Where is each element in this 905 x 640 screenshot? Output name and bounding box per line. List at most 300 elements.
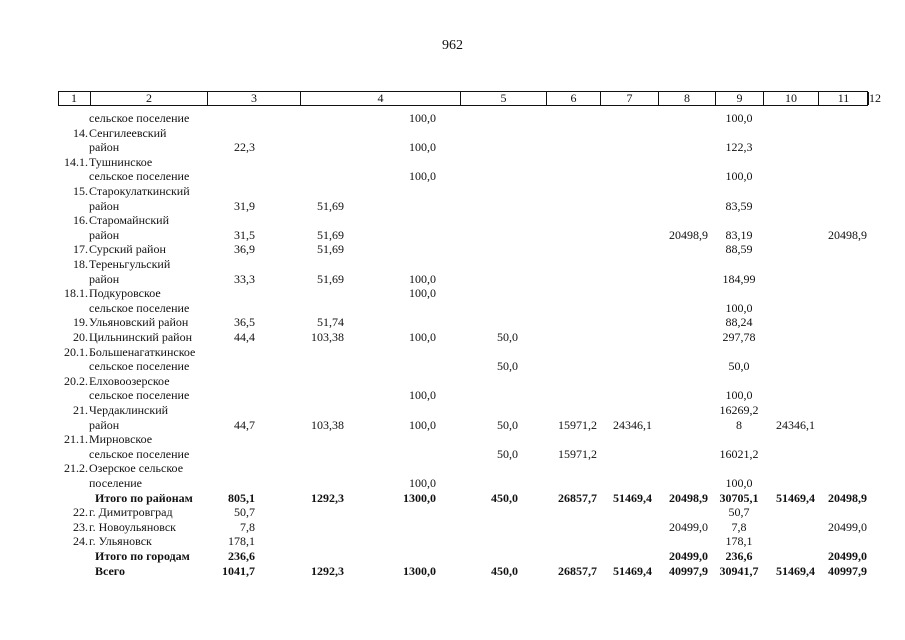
cell-c6 xyxy=(470,257,518,272)
cell-c12 xyxy=(815,155,867,170)
row-name: сельское поселение xyxy=(89,388,190,403)
cell-c11 xyxy=(765,432,815,447)
table-row xyxy=(0,301,905,316)
row-number: 23. xyxy=(73,519,88,534)
cell-c3 xyxy=(200,169,255,184)
cell-c4 xyxy=(290,111,344,126)
cell-c12 xyxy=(815,359,867,374)
row-number xyxy=(50,564,88,579)
cell-c8 xyxy=(605,520,652,535)
cell-c3 xyxy=(200,432,255,447)
row-name: Сенгилеевский xyxy=(89,125,167,140)
cell-c11 xyxy=(765,505,815,520)
cell-c11 xyxy=(765,184,815,199)
header-col-label: 12 xyxy=(869,91,881,105)
row-number: 17. xyxy=(73,242,88,257)
cell-c8 xyxy=(605,286,652,301)
cell-c7: 26857,7 xyxy=(558,563,597,578)
table-row xyxy=(0,564,905,579)
cell-c12 xyxy=(815,345,867,360)
cell-c7 xyxy=(540,155,597,170)
cell-c12: 20499,0 xyxy=(828,519,867,534)
cell-c8 xyxy=(605,199,652,214)
cell-c10 xyxy=(714,432,764,447)
cell-c12 xyxy=(815,461,867,476)
header-col-label: 4 xyxy=(377,91,384,105)
cell-c12 xyxy=(815,199,867,214)
table-row xyxy=(0,315,905,330)
cell-c11 xyxy=(765,169,815,184)
cell-c12 xyxy=(815,432,867,447)
cell-c3 xyxy=(200,257,255,272)
header-col-label: 1 xyxy=(71,91,77,105)
cell-c5: 100,0 xyxy=(409,140,436,155)
cell-c9 xyxy=(658,199,708,214)
table-row xyxy=(0,169,905,184)
cell-c10: 88,24 xyxy=(725,315,753,330)
row-name: Итого по районам xyxy=(95,490,193,505)
cell-c4 xyxy=(290,374,344,389)
cell-c12 xyxy=(815,242,867,257)
table-row xyxy=(0,476,905,491)
cell-c11 xyxy=(765,359,815,374)
table-row xyxy=(0,403,905,418)
cell-c9 xyxy=(658,111,708,126)
cell-c8 xyxy=(605,388,652,403)
cell-c9: 40997,9 xyxy=(669,563,708,578)
cell-c3 xyxy=(200,359,255,374)
table-row xyxy=(0,184,905,199)
cell-c9 xyxy=(658,374,708,389)
cell-c9 xyxy=(658,534,708,549)
cell-c6 xyxy=(470,461,518,476)
cell-c9 xyxy=(658,432,708,447)
cell-c7 xyxy=(540,345,597,360)
cell-c4 xyxy=(290,169,344,184)
cell-c11 xyxy=(765,126,815,141)
cell-c4 xyxy=(290,403,344,418)
cell-c3: 36,9 xyxy=(234,242,255,257)
cell-c3 xyxy=(200,286,255,301)
row-number: 21.2. xyxy=(64,461,88,476)
cell-c9 xyxy=(658,301,708,316)
row-number: 15. xyxy=(73,184,88,198)
header-col-3 xyxy=(207,92,300,105)
cell-c5: 100,0 xyxy=(409,169,436,184)
header-col-2 xyxy=(90,92,207,105)
header-col-5 xyxy=(460,92,546,105)
cell-c3: 44,4 xyxy=(234,330,255,344)
cell-c11 xyxy=(765,345,815,360)
cell-c11 xyxy=(765,242,815,257)
cell-c8 xyxy=(605,315,652,330)
row-name: район xyxy=(89,417,120,432)
row-name: поселение xyxy=(89,476,143,490)
row-name: сельское поселение xyxy=(89,111,190,125)
cell-c4 xyxy=(290,476,344,491)
cell-c8 xyxy=(605,257,652,272)
cell-c3: 22,3 xyxy=(234,140,255,155)
cell-c4: 1292,3 xyxy=(311,563,344,578)
cell-c7 xyxy=(540,242,597,257)
row-number xyxy=(50,301,88,316)
row-number: 20.1. xyxy=(64,344,88,359)
row-number xyxy=(50,359,88,374)
cell-c3 xyxy=(200,476,255,491)
cell-c12 xyxy=(815,169,867,184)
cell-c8 xyxy=(605,476,652,491)
cell-c10 xyxy=(714,126,764,141)
cell-c4 xyxy=(290,140,344,155)
table-row xyxy=(0,491,905,506)
cell-c8 xyxy=(605,403,652,418)
cell-c12 xyxy=(815,534,867,549)
cell-c7 xyxy=(540,184,597,199)
cell-c6 xyxy=(470,140,518,155)
cell-c9 xyxy=(658,286,708,301)
cell-c6 xyxy=(470,286,518,301)
cell-c7 xyxy=(540,286,597,301)
cell-c6: 50,0 xyxy=(497,359,518,374)
cell-c11 xyxy=(765,155,815,170)
cell-c4: 51,69 xyxy=(317,271,344,286)
table-row xyxy=(0,242,905,257)
table-row xyxy=(0,228,905,243)
cell-c12 xyxy=(815,476,867,491)
cell-c10 xyxy=(714,257,764,272)
cell-c11 xyxy=(765,111,815,126)
cell-c6: 450,0 xyxy=(491,563,518,578)
cell-c10: 83,59 xyxy=(725,198,753,213)
cell-c4: 1292,3 xyxy=(311,490,344,505)
cell-c6 xyxy=(470,374,518,389)
cell-c12 xyxy=(815,111,867,126)
cell-c4 xyxy=(290,505,344,520)
cell-c7 xyxy=(540,403,597,418)
cell-c12 xyxy=(815,272,867,287)
header-col-label: 5 xyxy=(500,91,507,105)
row-name: сельское поселение xyxy=(89,446,190,461)
table-row xyxy=(0,359,905,374)
cell-c10: 122,3 xyxy=(725,140,753,155)
cell-c7 xyxy=(540,388,597,403)
cell-c5 xyxy=(380,505,436,520)
cell-c9: 20499,0 xyxy=(669,519,708,534)
cell-c11 xyxy=(765,257,815,272)
cell-c9 xyxy=(658,505,708,520)
cell-c12 xyxy=(815,418,867,433)
cell-c9 xyxy=(658,169,708,184)
cell-c7 xyxy=(540,549,597,564)
row-number xyxy=(50,549,88,564)
cell-c6 xyxy=(470,432,518,447)
cell-c4 xyxy=(290,257,344,272)
cell-c11: 51469,4 xyxy=(776,490,815,505)
cell-c7 xyxy=(540,330,597,345)
cell-c5 xyxy=(380,301,436,316)
row-number: 21. xyxy=(73,403,88,417)
cell-c4 xyxy=(290,213,344,228)
row-number xyxy=(50,199,88,214)
cell-c10: 30705,1 xyxy=(719,490,759,505)
cell-c11 xyxy=(765,315,815,330)
cell-c6: 50,0 xyxy=(497,330,518,344)
cell-c5: 100,0 xyxy=(409,271,436,286)
cell-c10: 236,6 xyxy=(725,549,753,563)
cell-c9 xyxy=(658,447,708,462)
cell-c10: 50,7 xyxy=(728,505,750,520)
header-col-label: 10 xyxy=(785,91,797,105)
cell-c11 xyxy=(765,301,815,316)
table-header xyxy=(58,91,881,106)
table-row xyxy=(0,213,905,228)
row-name: г. Димитровград xyxy=(89,505,173,520)
cell-c5 xyxy=(380,447,436,462)
table-row xyxy=(0,286,905,301)
cell-c12 xyxy=(815,447,867,462)
cell-c10: 88,59 xyxy=(725,242,753,257)
cell-c5 xyxy=(380,549,436,564)
table-row xyxy=(0,520,905,535)
row-number: 24. xyxy=(73,534,88,549)
cell-c5: 100,0 xyxy=(409,286,436,301)
cell-c6 xyxy=(470,169,518,184)
row-number: 18.1. xyxy=(64,286,88,301)
cell-c11 xyxy=(765,330,815,345)
header-col-8 xyxy=(658,92,715,105)
row-number xyxy=(50,228,88,243)
cell-c6: 50,0 xyxy=(497,417,518,432)
cell-c8 xyxy=(605,301,652,316)
cell-c7 xyxy=(540,126,597,141)
cell-c12 xyxy=(815,374,867,389)
cell-c4 xyxy=(290,184,344,199)
cell-c3: 31,5 xyxy=(234,227,255,242)
cell-c10: 100,0 xyxy=(725,476,753,490)
cell-c3 xyxy=(200,111,255,126)
row-name: район xyxy=(89,271,120,286)
cell-c5 xyxy=(380,359,436,374)
cell-c5: 100,0 xyxy=(409,388,436,403)
table-row xyxy=(0,345,905,360)
table-row xyxy=(0,549,905,564)
cell-c9 xyxy=(658,213,708,228)
cell-c7 xyxy=(540,520,597,535)
cell-c9 xyxy=(658,403,708,418)
cell-c8 xyxy=(605,447,652,462)
cell-c4 xyxy=(290,461,344,476)
cell-c10: 16269,2 xyxy=(719,403,759,417)
cell-c8 xyxy=(605,461,652,476)
header-col-7 xyxy=(600,92,658,105)
cell-c6 xyxy=(470,242,518,257)
table-row xyxy=(0,534,905,549)
row-name: Елховоозерское xyxy=(89,373,170,388)
row-number: 14. xyxy=(73,125,88,140)
row-name: Озерское сельское xyxy=(89,461,184,476)
row-name: Старокулаткинский xyxy=(89,184,190,198)
row-name: Тушнинское xyxy=(89,154,153,169)
table-row xyxy=(0,199,905,214)
cell-c6 xyxy=(470,213,518,228)
cell-c6 xyxy=(470,520,518,535)
cell-c9 xyxy=(658,315,708,330)
cell-c5 xyxy=(380,315,436,330)
cell-c3 xyxy=(200,155,255,170)
row-number: 18. xyxy=(73,257,88,271)
cell-c3: 44,7 xyxy=(234,417,255,432)
cell-c10: 7,8 xyxy=(731,519,747,534)
cell-c7 xyxy=(540,111,597,126)
cell-c10 xyxy=(714,286,764,301)
row-number xyxy=(50,418,88,433)
cell-c10: 100,0 xyxy=(725,169,753,184)
page-number: 962 xyxy=(442,38,463,53)
row-number xyxy=(50,447,88,462)
cell-c6 xyxy=(470,315,518,330)
cell-c5 xyxy=(380,213,436,228)
cell-c11 xyxy=(765,447,815,462)
cell-c12: 20498,9 xyxy=(828,227,867,242)
cell-c7 xyxy=(540,199,597,214)
cell-c9 xyxy=(658,359,708,374)
cell-c7 xyxy=(540,301,597,316)
cell-c4 xyxy=(290,155,344,170)
cell-c3: 31,9 xyxy=(234,198,255,213)
row-name: Ульяновский район xyxy=(89,315,189,330)
cell-c12 xyxy=(815,213,867,228)
cell-c3: 178,1 xyxy=(228,534,255,549)
cell-c8: 51469,4 xyxy=(613,490,652,505)
header-col-label: 6 xyxy=(570,91,577,105)
cell-c10: 30941,7 xyxy=(719,563,759,578)
cell-c9 xyxy=(658,461,708,476)
cell-c9 xyxy=(658,418,708,433)
cell-c3 xyxy=(200,184,255,199)
table-row xyxy=(0,418,905,433)
cell-c11 xyxy=(765,140,815,155)
row-name: г. Новоульяновск xyxy=(89,519,176,534)
cell-c10: 184,99 xyxy=(722,271,756,286)
cell-c7 xyxy=(540,140,597,155)
table-row xyxy=(0,447,905,462)
cell-c12 xyxy=(815,388,867,403)
cell-c7 xyxy=(540,272,597,287)
header-col-1 xyxy=(58,92,90,105)
cell-c12 xyxy=(815,126,867,141)
cell-c3 xyxy=(200,374,255,389)
cell-c11: 24346,1 xyxy=(776,417,815,432)
cell-c8 xyxy=(605,534,652,549)
cell-c9 xyxy=(658,330,708,345)
cell-c4: 103,38 xyxy=(311,330,344,344)
cell-c5: 100,0 xyxy=(409,111,436,125)
cell-c12 xyxy=(815,257,867,272)
cell-c11: 51469,4 xyxy=(776,563,815,578)
row-name: район xyxy=(89,198,120,213)
cell-c4 xyxy=(290,520,344,535)
row-name: Цильнинский район xyxy=(89,330,192,344)
row-name: г. Ульяновск xyxy=(89,534,152,549)
cell-c5 xyxy=(380,228,436,243)
cell-c8 xyxy=(605,345,652,360)
row-name: Итого по городам xyxy=(95,549,190,563)
cell-c9 xyxy=(658,476,708,491)
cell-c4 xyxy=(290,388,344,403)
table-row xyxy=(0,257,905,272)
cell-c3: 50,7 xyxy=(234,505,255,520)
table-row xyxy=(0,461,905,476)
header-col-label: 9 xyxy=(736,91,743,105)
row-number xyxy=(50,272,88,287)
row-number xyxy=(50,169,88,184)
cell-c6 xyxy=(470,505,518,520)
cell-c7 xyxy=(540,476,597,491)
cell-c12: 20499,0 xyxy=(828,549,867,563)
cell-c10: 50,0 xyxy=(728,359,750,374)
cell-c6 xyxy=(470,272,518,287)
cell-c3: 36,5 xyxy=(234,315,255,330)
header-col-6 xyxy=(546,92,600,105)
cell-c7 xyxy=(540,169,597,184)
row-number: 19. xyxy=(73,315,88,330)
cell-c9: 20498,9 xyxy=(669,227,708,242)
cell-c4 xyxy=(290,345,344,360)
cell-c3: 7,8 xyxy=(240,519,255,534)
cell-c5 xyxy=(380,374,436,389)
table-row xyxy=(0,272,905,287)
cell-c12 xyxy=(815,505,867,520)
table-row xyxy=(0,155,905,170)
cell-c3: 236,6 xyxy=(228,549,255,563)
cell-c6: 450,0 xyxy=(491,490,518,505)
cell-c8 xyxy=(605,549,652,564)
cell-c8: 24346,1 xyxy=(613,417,652,432)
cell-c9: 20499,0 xyxy=(669,549,708,563)
cell-c5 xyxy=(380,199,436,214)
cell-c4: 51,69 xyxy=(317,227,344,242)
cell-c7: 26857,7 xyxy=(558,490,597,505)
cell-c12 xyxy=(815,301,867,316)
cell-c12 xyxy=(815,184,867,199)
row-number: 16. xyxy=(73,213,88,228)
cell-c10 xyxy=(714,184,764,199)
cell-c4 xyxy=(290,301,344,316)
cell-c5: 1300,0 xyxy=(403,563,436,578)
cell-c9 xyxy=(658,126,708,141)
row-name: Сурский район xyxy=(89,242,166,257)
cell-c5 xyxy=(380,184,436,199)
table-row xyxy=(0,330,905,345)
cell-c9 xyxy=(658,257,708,272)
cell-c11 xyxy=(765,199,815,214)
cell-c8 xyxy=(605,111,652,126)
cell-c5 xyxy=(380,432,436,447)
row-name: Подкуровское xyxy=(89,286,161,301)
cell-c11 xyxy=(765,403,815,418)
cell-c10: 100,0 xyxy=(725,300,753,315)
table-row xyxy=(0,432,905,447)
cell-c10 xyxy=(714,461,764,476)
cell-c10 xyxy=(714,213,764,228)
cell-c10 xyxy=(714,374,764,389)
cell-c4: 51,69 xyxy=(317,198,344,213)
cell-c3 xyxy=(200,301,255,316)
cell-c6 xyxy=(470,476,518,491)
cell-c9 xyxy=(658,242,708,257)
cell-c9 xyxy=(658,140,708,155)
cell-c6 xyxy=(470,534,518,549)
